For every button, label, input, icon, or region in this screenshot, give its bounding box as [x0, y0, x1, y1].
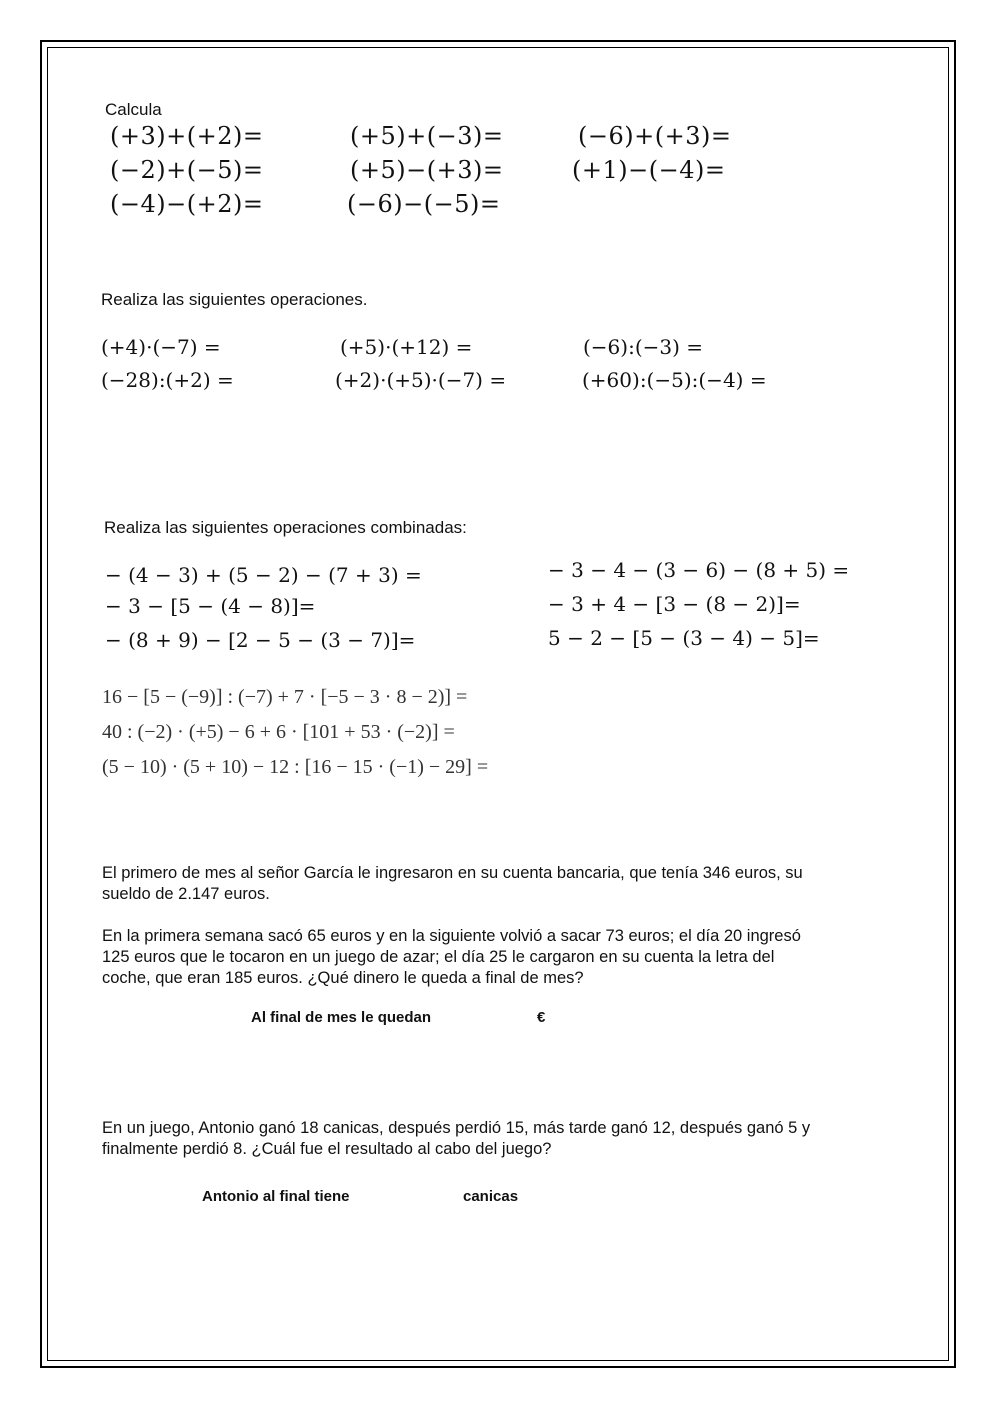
- exercise-1-3: (−6)+(+3)=: [578, 122, 732, 150]
- exercise-1-7: (−4)−(+2)=: [110, 190, 264, 218]
- problem-1-answer-label: Al final de mes le quedan: [251, 1009, 432, 1026]
- exercise-3-2: − 3 − [5 − (4 − 8)]=: [105, 594, 316, 618]
- problem-2-answer-input[interactable]: [380, 1188, 455, 1206]
- problem-2-answer-unit: canicas: [463, 1188, 519, 1205]
- problem-1-paragraph-2: En la primera semana sacó 65 euros y en la siguiente volvió a sacar 73 euros; el día 20 ingresó 125 euros que le tocaron en un juego de azar; el día 25 le cargaron en su cuenta la letra del coche, que eran 185 euros. ¿Qué dinero le queda a final de mes?: [102, 927, 801, 987]
- exercise-1-4: (−2)+(−5)=: [110, 156, 264, 184]
- exercise-3-9: (5 − 10) · (5 + 10) − 12 : [16 − 15 · (−1) − 29] =: [102, 756, 489, 778]
- problem-1-paragraph-1: El primero de mes al señor García le ingresaron en su cuenta bancaria, que tenía 346 euros, su sueldo de 2.147 euros.: [102, 864, 803, 903]
- exercise-3-5: − 3 + 4 − [3 − (8 − 2)]=: [548, 592, 801, 616]
- exercise-1-8: (−6)−(−5)=: [347, 190, 501, 218]
- exercise-2-4: (−28):(+2) =: [101, 368, 234, 392]
- exercise-2-5: (+2)·(+5)·(−7) =: [335, 368, 507, 392]
- exercise-1-2: (+5)+(−3)=: [350, 122, 504, 150]
- problem-1-answer-input[interactable]: [460, 1009, 530, 1027]
- exercise-3-1: − (4 − 3) + (5 − 2) − (7 + 3) =: [105, 563, 422, 587]
- problem-1-answer-unit: €: [537, 1009, 546, 1026]
- exercise-1-6: (+1)−(−4)=: [572, 156, 726, 184]
- exercise-3-7: 16 − [5 − (−9)] : (−7) + 7 · [−5 − 3 · 8 − 2)] =: [102, 686, 468, 708]
- section-title-calcula: Calcula: [105, 100, 162, 119]
- section-title-combinadas: Realiza las siguientes operaciones combinadas:: [104, 518, 467, 537]
- exercise-2-3: (−6):(−3) =: [583, 335, 704, 359]
- exercise-2-6: (+60):(−5):(−4) =: [582, 368, 767, 392]
- exercise-1-5: (+5)−(+3)=: [350, 156, 504, 184]
- section-title-operaciones: Realiza las siguientes operaciones.: [101, 290, 368, 309]
- exercise-2-1: (+4)·(−7) =: [101, 335, 221, 359]
- exercise-3-8: 40 : (−2) · (+5) − 6 + 6 · [101 + 53 · (−2)] =: [102, 721, 455, 743]
- problem-2-answer-label: Antonio al final tiene: [202, 1188, 350, 1205]
- exercise-3-4: − 3 − 4 − (3 − 6) − (8 + 5) =: [548, 558, 850, 582]
- exercise-3-3: − (8 + 9) − [2 − 5 − (3 − 7)]=: [105, 628, 416, 652]
- problem-2-paragraph: En un juego, Antonio ganó 18 canicas, después perdió 15, más tarde ganó 12, después ganó 5 y finalmente perdió 8. ¿Cuál fue el resultado al cabo del juego?: [102, 1119, 811, 1158]
- exercise-1-1: (+3)+(+2)=: [110, 122, 264, 150]
- exercise-3-6: 5 − 2 − [5 − (3 − 4) − 5]=: [548, 626, 820, 650]
- exercise-2-2: (+5)·(+12) =: [340, 335, 473, 359]
